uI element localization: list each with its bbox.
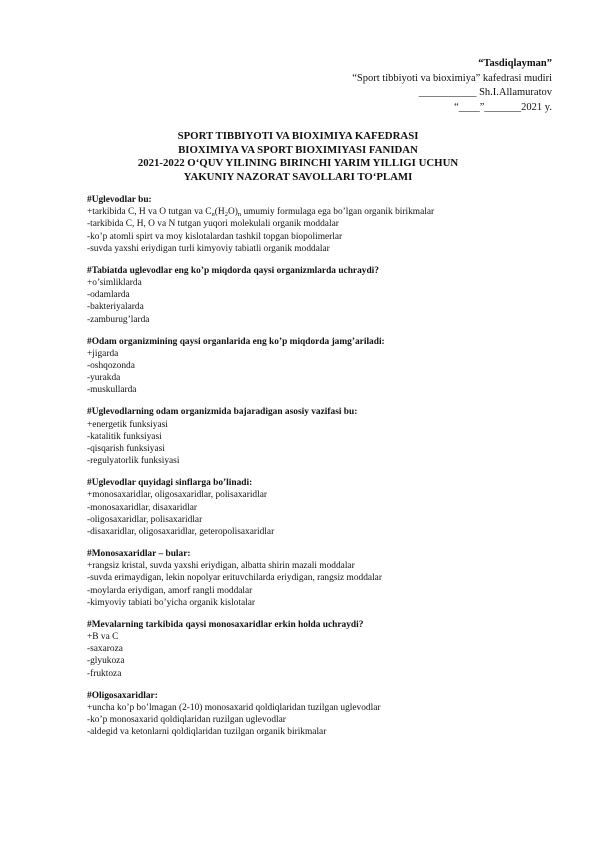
answer-option: -ko’p monosaxarid qoldiqlaridan ruzilgan uglevodlar bbox=[87, 715, 286, 726]
answer-option: -oshqozonda bbox=[87, 361, 135, 372]
answer-option: +rangsiz kristal, suvda yaxshi eriydigan, albatta shirin mazali moddalar bbox=[87, 561, 355, 572]
answer-option: +jigarda bbox=[87, 348, 119, 359]
formula-mid: O) bbox=[227, 207, 238, 218]
approval-line-department: “Sport tibbiyoti va bioximiya” kafedrasi mudiri bbox=[352, 72, 552, 84]
question-text: #Oligosaxaridlar: bbox=[87, 690, 158, 701]
answer-option: -muskullarda bbox=[87, 385, 137, 396]
question-block bbox=[87, 619, 557, 680]
answer-option: -odamlarda bbox=[87, 290, 130, 301]
formula-post: umumiy formulaga ega bo’lgan organik birikmalar bbox=[241, 207, 435, 218]
question-block bbox=[87, 336, 557, 397]
approval-title: “Tasdiqlayman” bbox=[478, 58, 552, 69]
answer-option: -ko’p atomli spirt va moy kislotalardan tashkil topgan biopolimerlar bbox=[87, 231, 343, 242]
answer-option: -suvda erimaydigan, lekin nopolyar erituvchilarda eriydigan, rangsiz moddalar bbox=[87, 573, 382, 584]
question-block bbox=[87, 548, 557, 609]
answer-option: -katalitik funksiyasi bbox=[87, 431, 162, 442]
answer-option: -fruktoza bbox=[87, 668, 122, 679]
question-text: #Uglevodlar quyidagi sinflarga bo’linadi: bbox=[87, 478, 253, 489]
answer-option: -suvda yaxshi eriydigan turli kimyoviy tabiatli organik moddalar bbox=[87, 243, 330, 254]
answer-option: -yurakda bbox=[87, 373, 121, 384]
answer-option: +o’simliklarda bbox=[87, 278, 142, 289]
answer-option: -regulyatorlik funksiyasi bbox=[87, 456, 180, 467]
question-text: #Uglevodlar bu: bbox=[87, 195, 152, 205]
formula-pre: +tarkibida C, H va O tutgan va C bbox=[87, 207, 212, 218]
question-block bbox=[87, 406, 557, 467]
questions-list bbox=[87, 194, 557, 748]
answer-option: -disaxaridlar, oligosaxaridlar, geteropolisaxaridlar bbox=[87, 527, 275, 538]
answer-option: +uncha ko’p bo’lmagan (2-10) monosaxarid qoldiqlaridan tuzilgan uglevodlar bbox=[87, 702, 381, 713]
answer-option: -saxaroza bbox=[87, 644, 123, 655]
heading-line-4: YAKUNIY NAZORAT SAVOLLARI TO‘PLAMI bbox=[183, 170, 413, 183]
answer-option: -oligosaxaridlar, polisaxaridlar bbox=[87, 514, 203, 525]
approval-block bbox=[352, 57, 552, 115]
answer-option: -kimyoviy tabiati bo’yicha organik kislotalar bbox=[87, 597, 256, 608]
question-block bbox=[87, 477, 557, 538]
answer-option: -qisqarish funksiyasi bbox=[87, 444, 165, 455]
document-heading bbox=[0, 130, 596, 184]
heading-line-3: 2021-2022 O‘QUV YILINING BIRINCHI YARIM YILLIGI UCHUN bbox=[137, 157, 459, 170]
formula-sub: n bbox=[211, 211, 215, 219]
question-text: #Tabiatda uglevodlar eng ko’p miqdorda qaysi organizmlarda uchraydi? bbox=[87, 265, 379, 276]
approval-line-signature: ___________ Sh.I.Allamuratov bbox=[418, 87, 552, 99]
question-text: #Mevalarning tarkibida qaysi monosaxaridlar erkin holda uchraydi? bbox=[87, 619, 364, 630]
question-text: #Odam organizmining qaysi organlarida eng ko’p miqdorda jamg’ariladi: bbox=[87, 336, 385, 347]
question-block bbox=[87, 265, 557, 326]
formula-sub: n bbox=[237, 211, 242, 219]
answer-option bbox=[87, 206, 557, 218]
answer-option: +B va C bbox=[87, 632, 119, 643]
answer-option: -bakteriyalarda bbox=[87, 302, 144, 313]
answer-option: -monosaxaridlar, disaxaridlar bbox=[87, 502, 198, 513]
question-text: #Monosaxaridlar – bular: bbox=[87, 549, 191, 560]
answer-option: +monosaxaridlar, oligosaxaridlar, polisaxaridlar bbox=[87, 490, 268, 501]
answer-option: -aldegid va ketonlarni qoldiqlaridan tuzilgan organik birikmalar bbox=[87, 727, 327, 738]
heading-line-2: BIOXIMIYA VA SPORT BIOXIMIYASI FANIDAN bbox=[178, 143, 418, 156]
answer-option: -tarkibida C, H, O va N tutgan yuqori molekulali organik moddalar bbox=[87, 219, 339, 230]
answer-option: -glyukoza bbox=[87, 656, 125, 667]
answer-option: -moylarda eriydigan, amorf rangli moddalar bbox=[87, 585, 253, 596]
question-block bbox=[87, 194, 557, 255]
answer-option: +energetik funksiyasi bbox=[87, 419, 168, 430]
question-text: #Uglevodlarning odam organizmida bajaradigan asosiy vazifasi bu: bbox=[87, 407, 358, 418]
question-block bbox=[87, 690, 557, 739]
formula-mid: (H bbox=[214, 207, 225, 218]
formula-sub: 2 bbox=[224, 211, 228, 219]
approval-line-date: “____”_______2021 y. bbox=[454, 101, 552, 113]
answer-option: -zamburug’larda bbox=[87, 314, 150, 325]
heading-line-1: SPORT TIBBIYOTI VA BIOXIMIYA KAFEDRASI bbox=[177, 130, 419, 142]
